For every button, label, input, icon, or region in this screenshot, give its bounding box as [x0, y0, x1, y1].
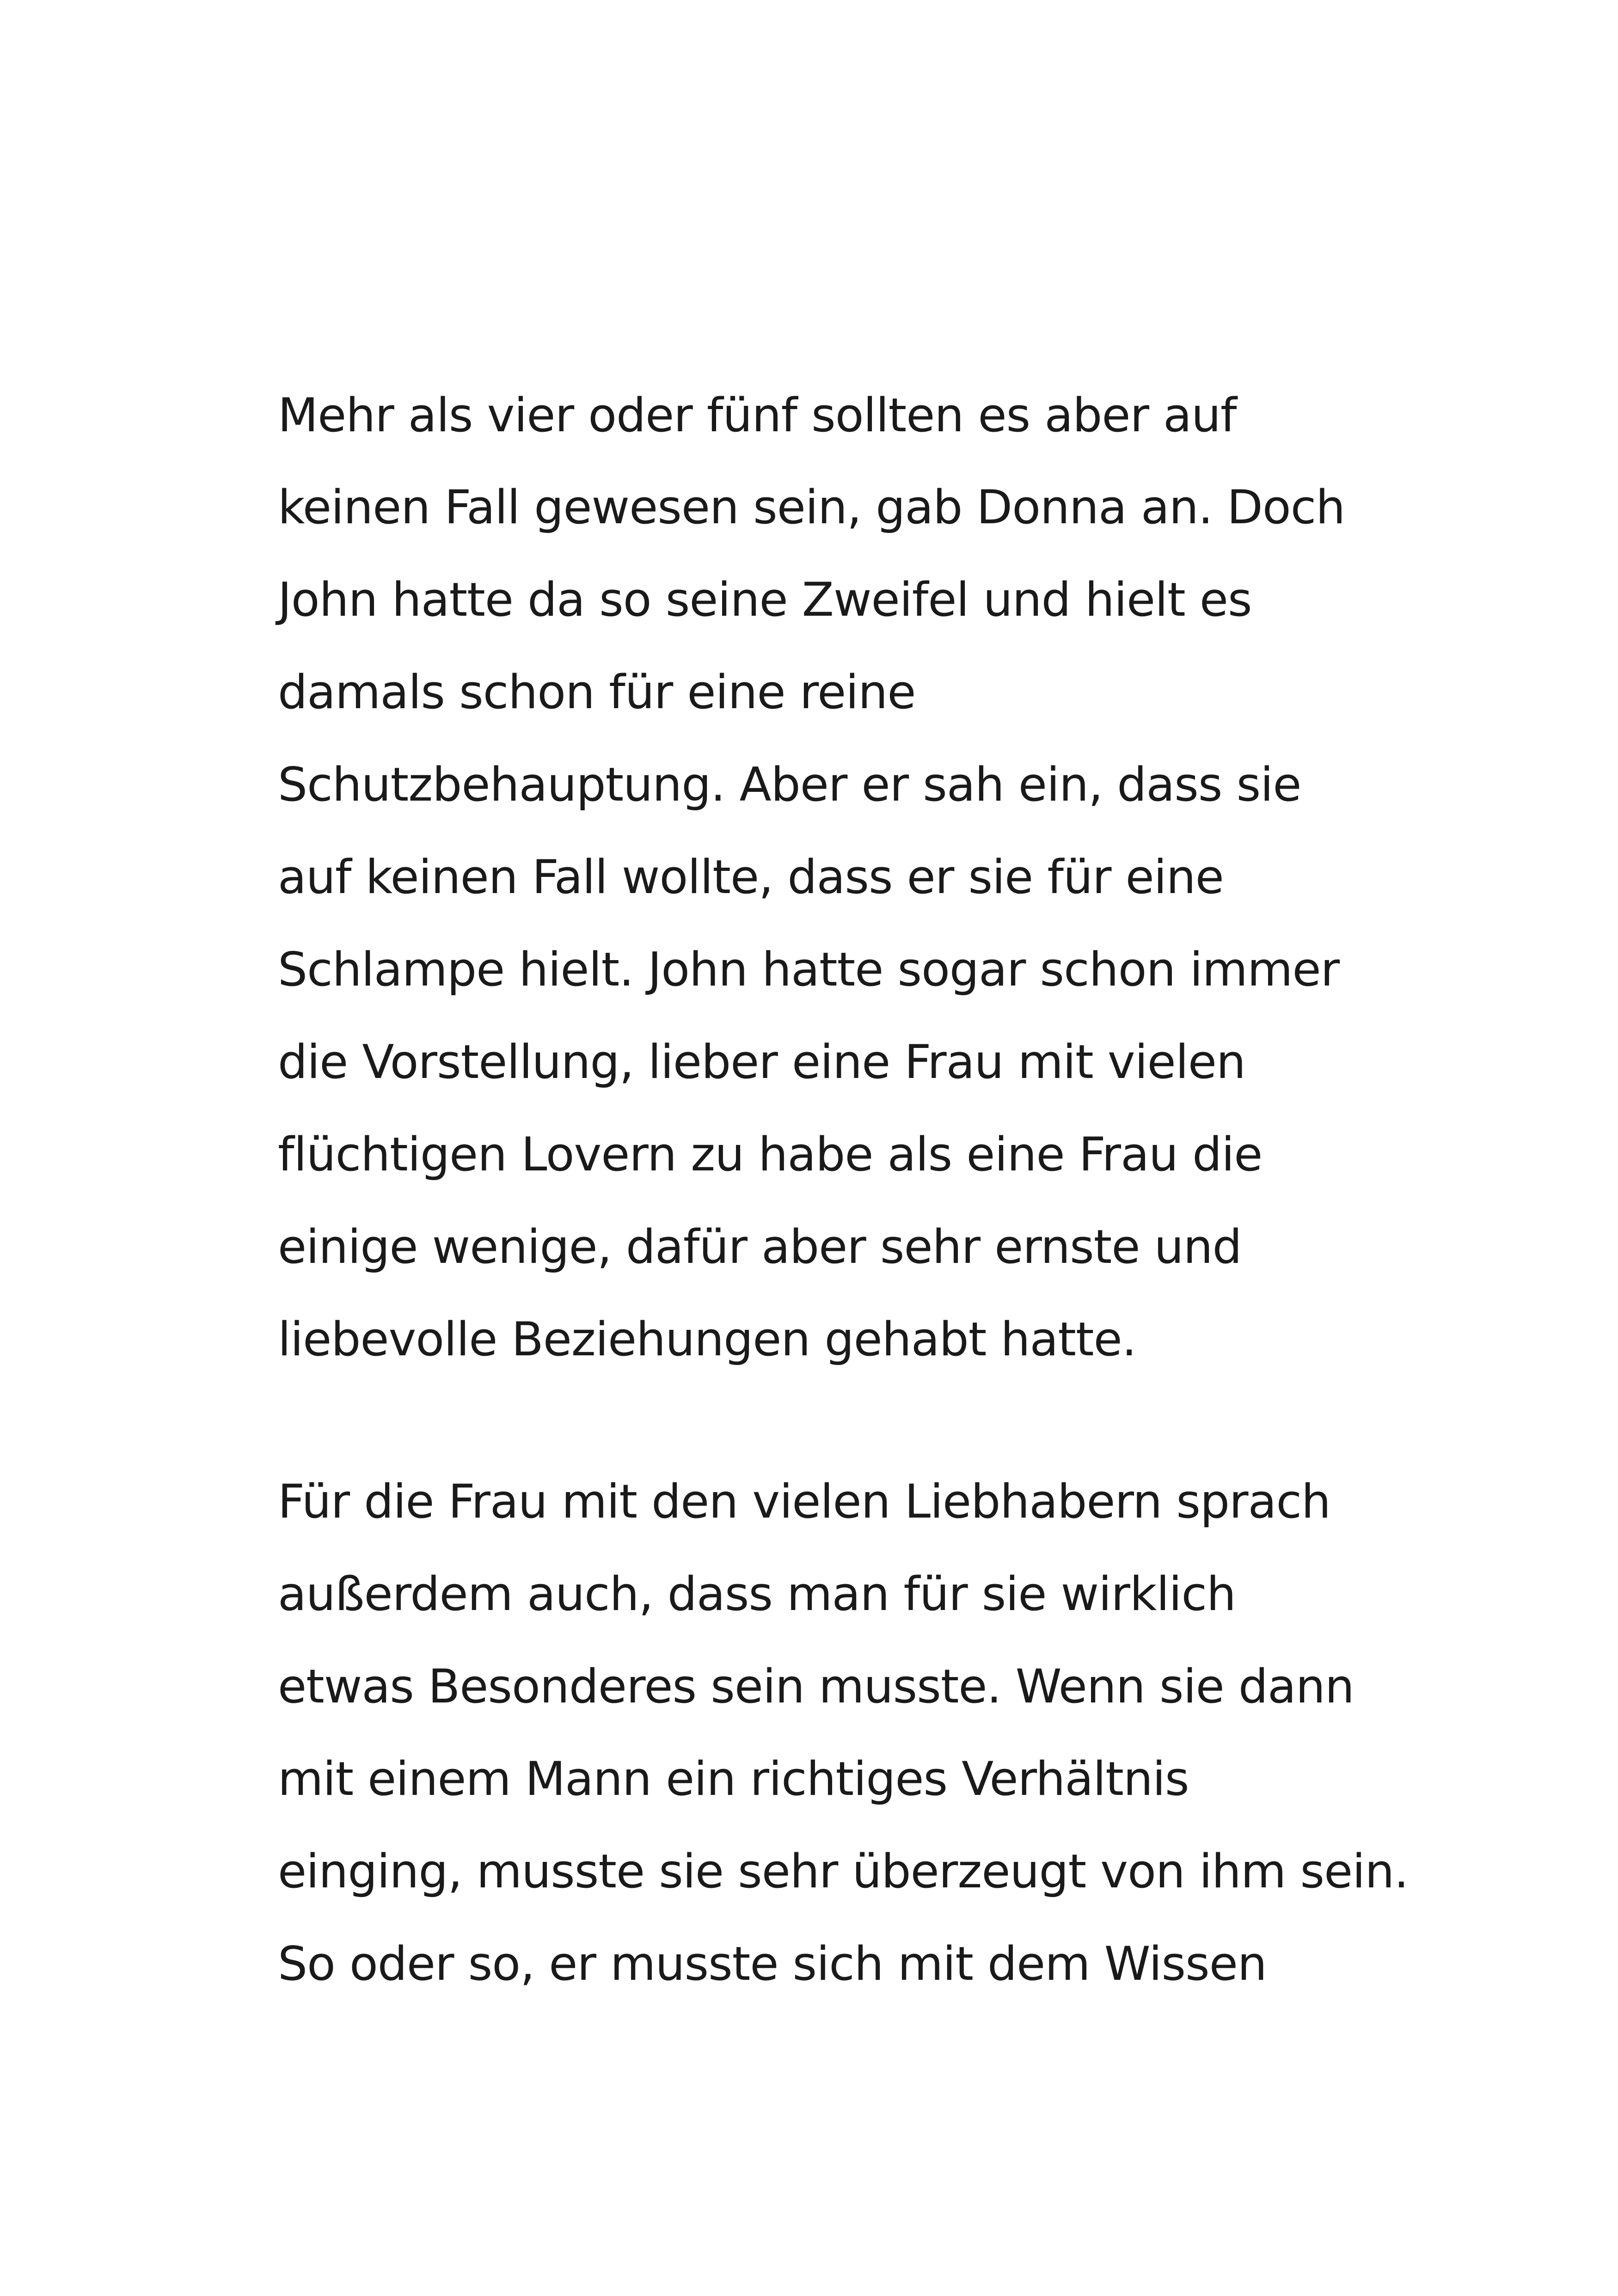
- text-line: keinen Fall gewesen sein, gab Donna an. Doch: [278, 480, 1345, 534]
- text-line: flüchtigen Lovern zu habe als eine Frau die: [278, 1127, 1263, 1182]
- text-line: etwas Besonderes sein musste. Wenn sie dann: [278, 1659, 1354, 1714]
- text-line: auf keinen Fall wollte, dass er sie für eine: [278, 850, 1224, 904]
- text-line: mit einem Mann ein richtiges Verhältnis: [278, 1751, 1189, 1806]
- text-line: die Vorstellung, lieber eine Frau mit vielen: [278, 1035, 1246, 1089]
- text-line: einige wenige, dafür aber sehr ernste und: [278, 1219, 1242, 1274]
- text-line: liebevolle Beziehungen gehabt hatte.: [278, 1312, 1136, 1366]
- text-line: John hatte da so seine Zweifel und hielt es: [278, 572, 1252, 627]
- text-line: einging, musste sie sehr überzeugt von ihm sein.: [278, 1844, 1409, 1898]
- text-line: Schlampe hielt. John hatte sogar schon immer: [278, 942, 1340, 997]
- text-line: Schutzbehauptung. Aber er sah ein, dass sie: [278, 757, 1301, 812]
- text-line: Mehr als vier oder fünf sollten es aber auf: [278, 388, 1237, 442]
- text-line: Für die Frau mit den vielen Liebhabern sprach: [278, 1474, 1331, 1529]
- text-line: außerdem auch, dass man für sie wirklich: [278, 1567, 1236, 1621]
- text-line: So oder so, er musste sich mit dem Wissen: [278, 1936, 1267, 1991]
- text-line: damals schon für eine reine: [278, 665, 916, 719]
